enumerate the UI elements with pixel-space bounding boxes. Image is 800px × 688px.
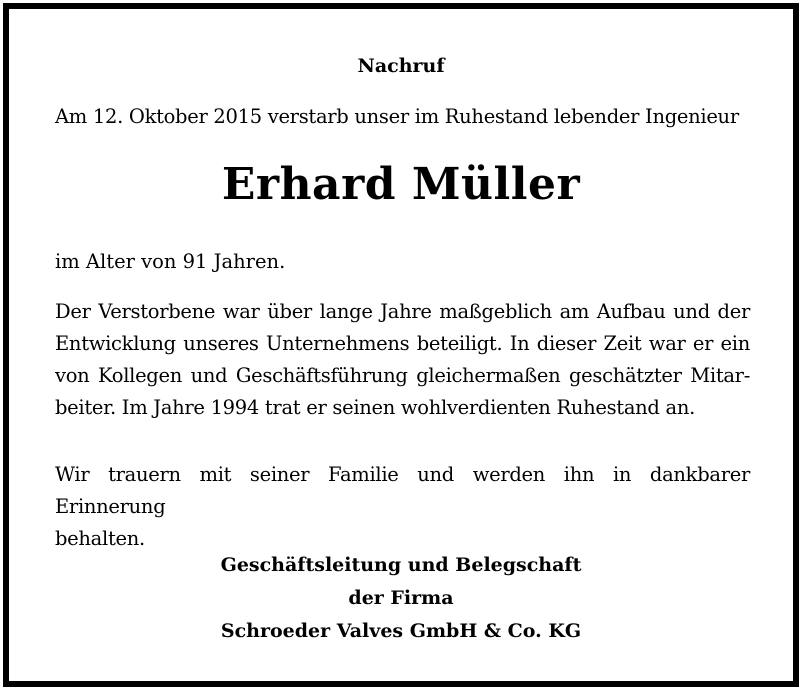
paragraph-line: behalten. <box>55 527 145 550</box>
signature-block <box>9 549 793 648</box>
deceased-name: Erhard Müller <box>221 159 581 210</box>
notice-heading: Nachruf <box>357 55 445 77</box>
career-paragraph <box>55 296 750 424</box>
paragraph-line: von Kollegen und Geschäftsführung gleichermaßen geschätzter Mitar- <box>55 364 750 387</box>
signature-line: der Firma <box>348 587 454 609</box>
paragraph-line: Entwicklung unseres Unternehmens beteiligt. In dieser Zeit war er ein <box>55 332 750 355</box>
paragraph-line: Der Verstorbene war über lange Jahre maßgeblich am Aufbau und der <box>55 300 750 323</box>
company-name: Schroeder Valves GmbH & Co. KG <box>220 620 582 642</box>
paragraph-line: beiter. Im Jahre 1994 trat er seinen wohlverdienten Ruhestand an. <box>55 396 695 419</box>
notice-intro: Am 12. Oktober 2015 verstarb unser im Ruhestand lebender Ingenieur <box>55 105 739 128</box>
obituary-notice <box>3 3 799 687</box>
age-statement: im Alter von 91 Jahren. <box>55 250 286 273</box>
mourning-paragraph <box>55 459 750 555</box>
paragraph-line: Wir trauern mit seiner Familie und werden ihn in dankbarer Erinnerung <box>55 463 750 518</box>
signature-line: Geschäftsleitung und Belegschaft <box>220 554 582 576</box>
